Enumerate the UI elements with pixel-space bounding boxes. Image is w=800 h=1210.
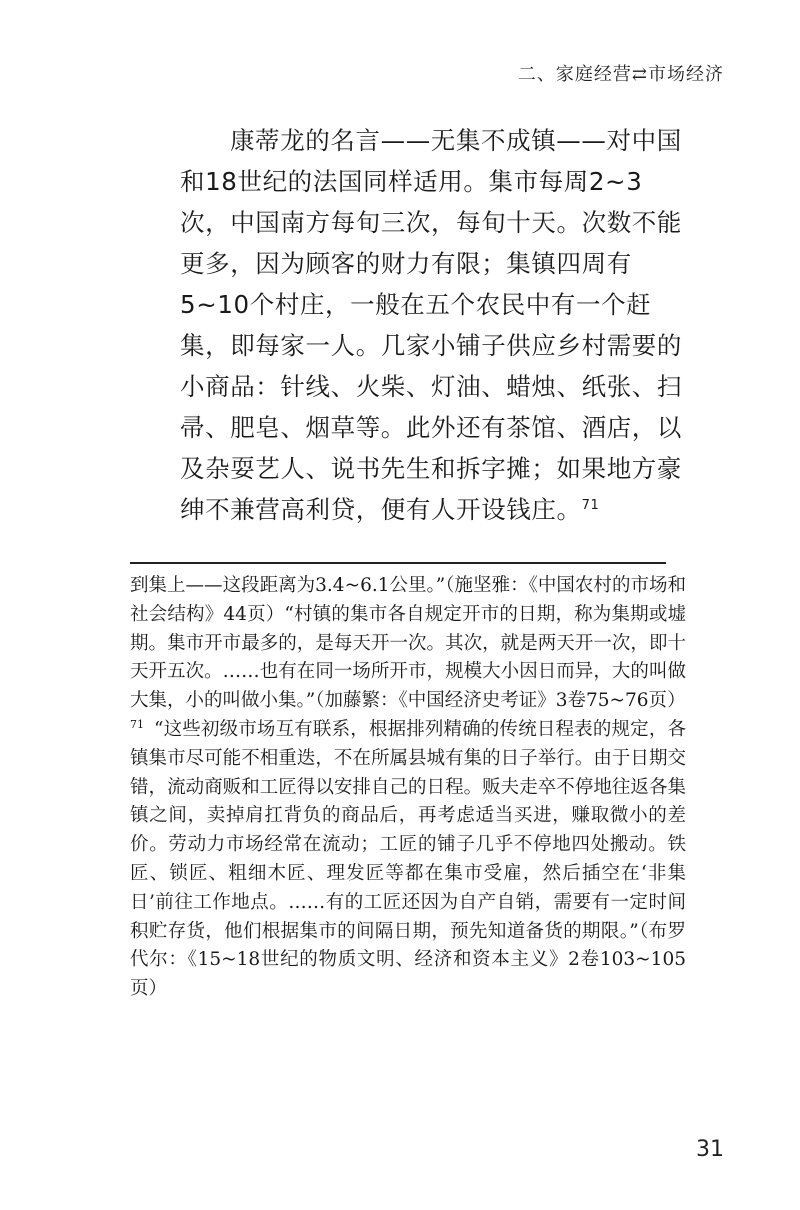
main-paragraph-text: 康蒂龙的名言——无集不成镇——对中国和18世纪的法国同样适用。集市每周2~3次，中国南方每旬三次，每旬十天。次数不能更多，因为顾客的财力有限；集镇四周有5~10个村庄，一般在五个农民中有一个赶集，即每家一人。几家小铺子供应乡村需要的小商品：针线、火柴、灯油、蜡烛、纸张、扫帚、肥皂、烟草等。此外还有茶馆、酒店，以及杂耍艺人、说书先生和拆字摊；如果地方豪绅不兼营高利贷，便有人开设钱庄。 bbox=[180, 126, 682, 524]
footnote-continued: 到集上——这段距离为3.4~6.1公里。”（施坚雅：《中国农村的市场和社会结构》44页）“村镇的集市各自规定开市的日期，称为集期或墟期。集市开市最多的，是每天开一次。其次，就是两天开一次，即十天开五次。……也有在同一场所开市，规模大小因日而异，大的叫做大集，小的叫做小集。”（加藤繁：《中国经济史考证》3卷75~76页） bbox=[130, 575, 686, 712]
page-number: 31 bbox=[696, 1137, 724, 1162]
footnote-number: 71 bbox=[130, 717, 144, 731]
footnotes-section bbox=[130, 572, 686, 1004]
footnote-71-text: “这些初级市场互有联系，根据排列精确的传统日程表的规定，各镇集市尽可能不相重迭，不在所属县城有集的日子举行。由于日期交错，流动商贩和工匠得以安排自己的日程。贩夫走卒不停地往返各集镇之间，卖掉肩扛背负的商品后，再考虑适当买进，赚取微小的差价。劳动力市场经常在流动；工匠的铺子几乎不停地四处搬动。铁匠、锁匠、粗细木匠、理发匠等都在集市受雇，然后插空在‘非集日’前往工作地点。……有的工匠还因为自产自销，需要有一定时间积贮存货，他们根据集市的间隔日期，预先知道备货的期限。”（布罗代尔：《15~18世纪的物质文明、经济和资本主义》2卷103~105页） bbox=[130, 718, 686, 1000]
running-header: 二、家庭经营⇄市场经济 bbox=[517, 64, 724, 85]
footnote-reference[interactable]: 71 bbox=[581, 497, 600, 513]
footnote-71 bbox=[130, 716, 686, 1004]
main-paragraph bbox=[180, 120, 685, 530]
footnote-divider bbox=[130, 562, 666, 564]
